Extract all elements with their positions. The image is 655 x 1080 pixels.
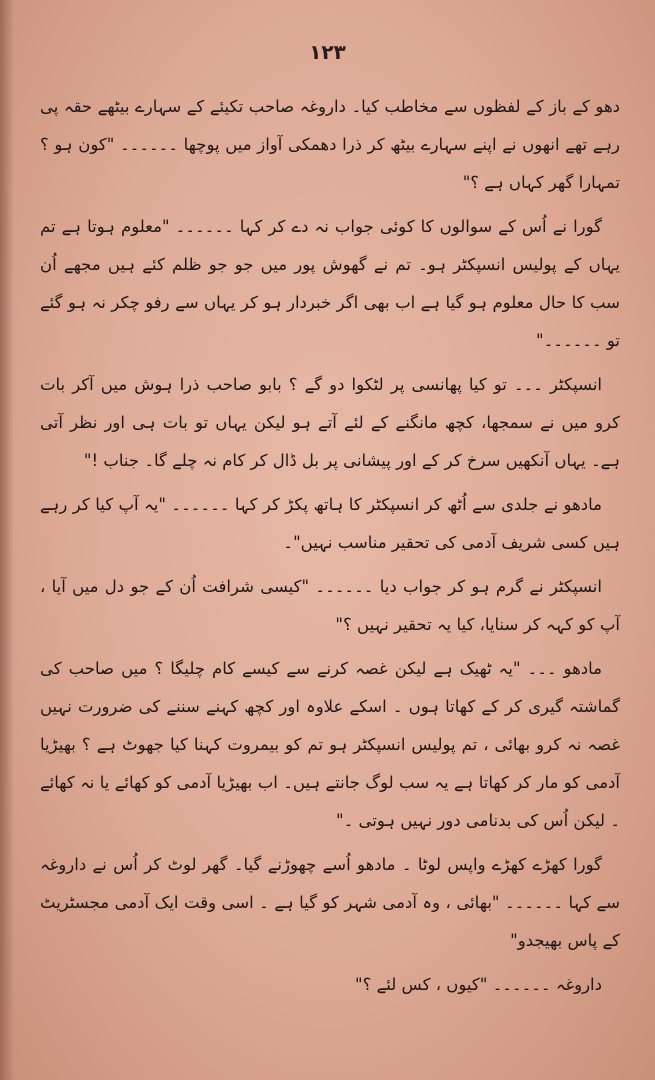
- paragraph-3: انسپکٹر ۔۔۔ تو کیا پھانسی پر لٹکوا دو گے ؟ بابو صاحب ذرا ہوش میں آکر بات کرو میں نے سمجھا، کچھ مانگنے کے لئے آتے ہو لیکن یہاں تو بات ہی اور نظر آتی ہے۔ یہاں آنکھیں سرخ کر کے اور پیشانی پر بل ڈال کر کام نہ چلے گا۔ جناب !": [40, 375, 620, 470]
- page-number: ۱۲۳: [309, 40, 346, 64]
- paragraph-4: مادھو نے جلدی سے اُٹھ کر انسپکٹر کا ہاتھ پکڑ کر کہا ۔۔۔۔۔۔ "یہ آپ کیا کر رہے ہیں کسی شریف آدمی کی تحقیر مناسب نہیں"۔: [40, 495, 620, 552]
- paragraph-2: گورا نے اُس کے سوالوں کا کوئی جواب نہ دے کر کہا ۔۔۔۔۔۔ "معلوم ہوتا ہے تم یہاں کے پولیس انسپکٹر ہو۔ تم نے گھوش پور میں جو جو ظلم کئے ہیں مجھے اُن سب کا حال معلوم ہو گیا ہے اب بھی اگر خبردار ہو کر یہاں سے رفو چکر نہ ہو گئے تو ۔۔۔۔۔۔": [40, 217, 620, 350]
- paragraph-8: داروغہ ۔۔۔۔۔۔ "کیوں ، کس لئے ؟": [355, 975, 602, 994]
- page-body-text: [40, 88, 620, 1010]
- paragraph-5: انسپکٹر نے گرم ہو کر جواب دیا ۔۔۔۔۔۔ "کیسی شرافت اُن کے جو دل میں آیا ، آپ کو کہہ کر سنایا، کیا یہ تحقیر نہیں ؟": [40, 577, 620, 634]
- paragraph-1: دھو کے باز کے لفظوں سے مخاطب کیا۔ داروغہ صاحب تکیئے کے سہارے بیٹھے حقہ پی رہے تھے انھوں نے اپنے سہارے بیٹھ کر ذرا دھمکی آواز میں پوچھا ۔۔۔۔۔۔ "کون ہو ؟ تمہارا گھر کہاں ہے ؟": [40, 97, 620, 192]
- page-binding-shadow: [0, 0, 14, 1080]
- paragraph-7: گورا کھڑے کھڑے واپس لوٹا ۔ مادھو اُسے چھوڑنے گیا۔ گھر لوٹ کر اُس نے داروغہ سے کہا ۔۔۔۔۔۔ "بھائی ، وہ آدمی شہر کو گیا ہے ۔ اسی وقت ایک آدمی مجسٹریٹ کے پاس بھیجدو": [40, 855, 620, 950]
- paragraph-6: مادھو ۔۔۔ "یہ ٹھیک ہے لیکن غصہ کرنے سے کیسے کام چلیگا ؟ میں صاحب کی گماشتہ گیری کر کے کھاتا ہوں ۔ اسکے علاوہ اور کچھ کہنے سننے کی ضرورت نہیں غصہ نہ کرو بھائی ، تم پولیس انسپکٹر ہو تم کو بیمروت کہنا کیا جھوٹ ہے ؟ بھیڑیا آدمی کو مار کر کھاتا ہے یہ سب لوگ جانتے ہیں۔ اب بھیڑیا آدمی کو کھائے یا نہ کھائے ۔ لیکن اُس کی بدنامی دور نہیں ہوتی ۔": [40, 659, 620, 830]
